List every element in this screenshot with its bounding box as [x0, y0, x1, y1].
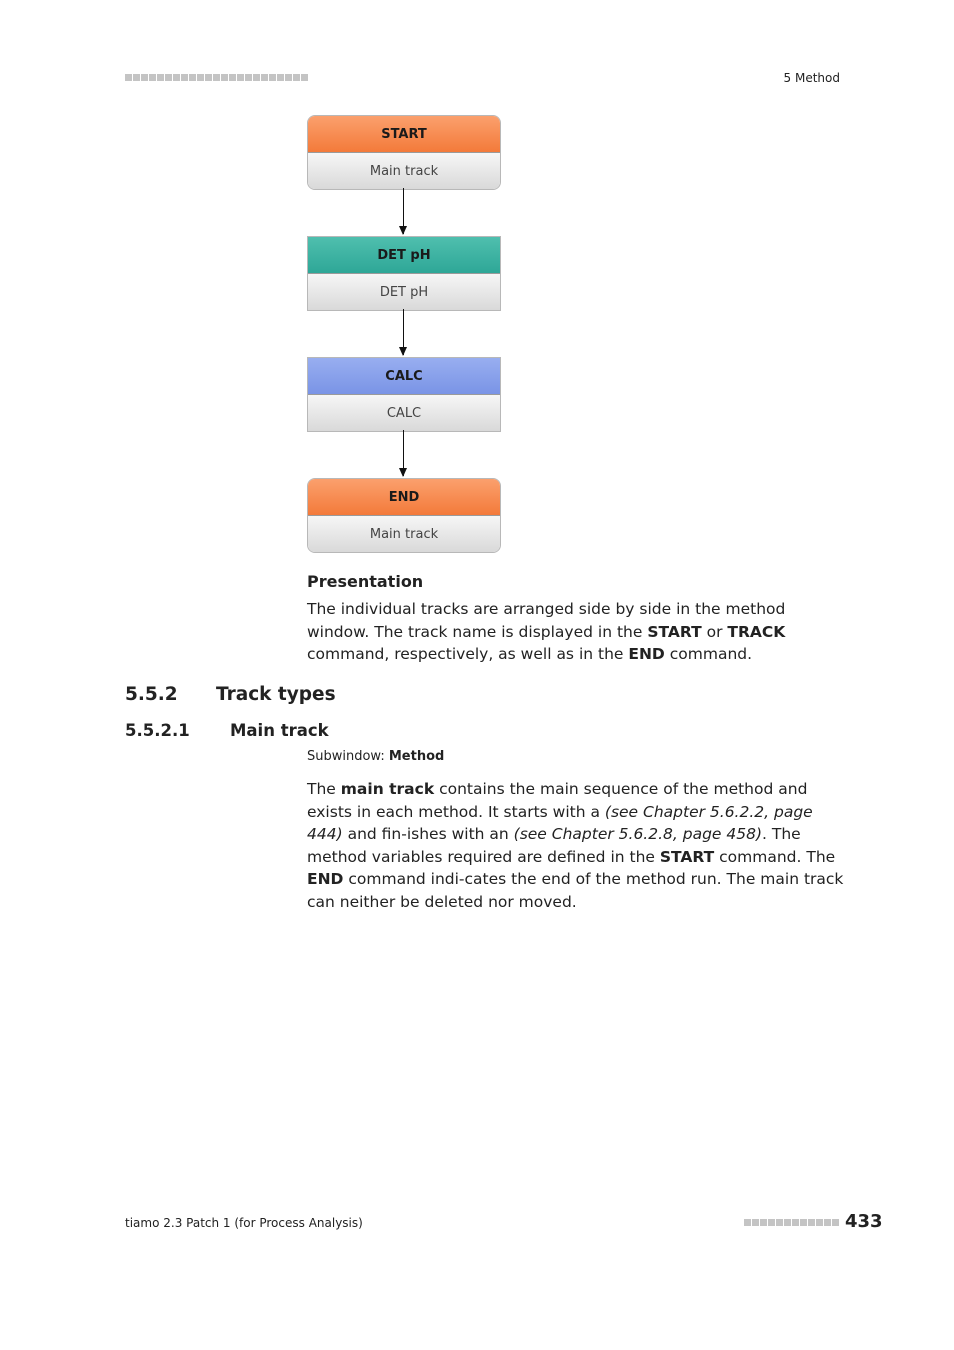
- flow-node-title: START: [308, 116, 500, 153]
- flow-node-title: CALC: [308, 358, 500, 395]
- page-number: 433: [845, 1211, 883, 1232]
- flow-node-title: DET pH: [308, 237, 500, 274]
- flow-node-title: END: [308, 479, 500, 516]
- chapter-reference[interactable]: (see Chapter 5.6.2.8, page 458): [513, 825, 763, 843]
- flow-arrow: [403, 188, 404, 234]
- section-number: 5.5.2: [125, 684, 178, 705]
- flow-node-subtitle: Main track: [308, 516, 500, 552]
- flow-node-start: [307, 115, 501, 190]
- presentation-heading: Presentation: [307, 572, 424, 591]
- footer-doc-title: tiamo 2.3 Patch 1 (for Process Analysis): [125, 1216, 363, 1230]
- flow-node-subtitle: DET pH: [308, 274, 500, 310]
- flow-node-end: [307, 478, 501, 553]
- header-decoration: [125, 74, 308, 81]
- main-track-paragraph: The main track contains the main sequence of the method and exists in each method. It starts with a (see Chapter 5.6.2.2, page 444) and fin-ishes with an (see Chapter 5.6.2.8, page 458). The method variables required are defined in the START command. The END command indi-cates the end of the method run. The main track can neither be deleted nor moved.: [307, 780, 844, 911]
- flow-arrow: [403, 309, 404, 355]
- flow-node-subtitle: Main track: [308, 153, 500, 189]
- flow-node-subtitle: CALC: [308, 395, 500, 431]
- flow-node-det-ph: [307, 236, 501, 311]
- subwindow-line: Subwindow: Method: [307, 749, 445, 764]
- subsection-title: Main track: [230, 721, 329, 740]
- flow-node-calc: [307, 357, 501, 432]
- section-title: Track types: [216, 684, 336, 705]
- subsection-number: 5.5.2.1: [125, 721, 190, 740]
- footer-decoration: [744, 1219, 839, 1226]
- flow-arrow: [403, 430, 404, 476]
- header-section-label: 5 Method: [783, 71, 840, 85]
- chapter-reference[interactable]: (see Chapter 5.6.2.2, page 444): [307, 802, 813, 843]
- presentation-paragraph: The individual tracks are arranged side by side in the method window. The track name is displayed in the START or TRACK command, respectively, as well as in the END command.: [307, 600, 786, 663]
